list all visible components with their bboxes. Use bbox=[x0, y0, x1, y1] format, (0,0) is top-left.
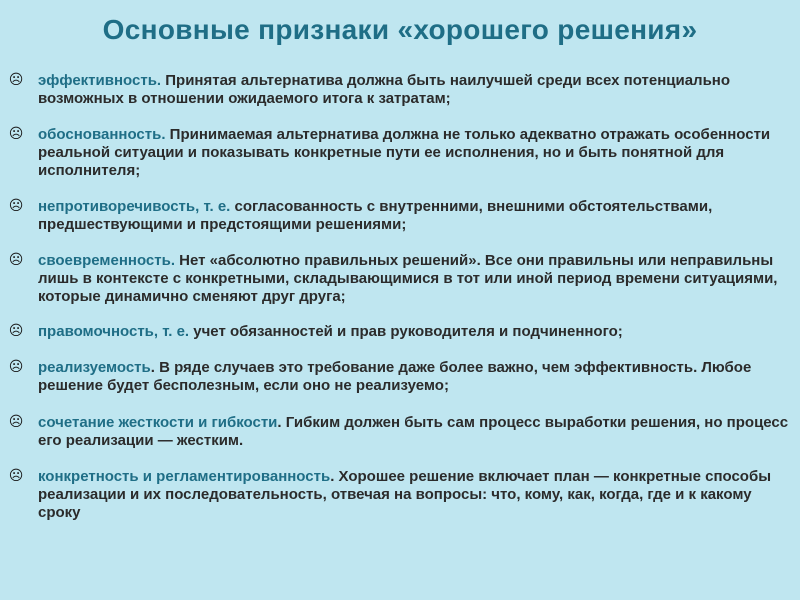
item-term: непротиворечивость, т. е. bbox=[38, 198, 231, 215]
sad-face-icon: ☹ bbox=[8, 198, 24, 214]
item-text: Принимаемая альтернатива должна не только адекватно отражать особенности реальной ситуации и показывать конкретные пути ее исполнения, но и быть понятной для исполнителя; bbox=[38, 126, 771, 179]
criteria-list bbox=[8, 72, 792, 540]
slide-title: Основные признаки «хорошего решения» bbox=[102, 14, 698, 45]
list-item bbox=[8, 414, 792, 450]
item-term: эффективность. bbox=[38, 72, 162, 89]
list-item bbox=[8, 359, 792, 395]
item-term: обоснованность. bbox=[38, 126, 166, 143]
item-text: . Хорошее решение включает план — конкретные способы реализации и их последовательность, отвечая на вопросы: что, кому, как, когда, где и к какому сроку bbox=[38, 468, 772, 521]
item-term: реализуемость bbox=[38, 359, 151, 376]
list-item bbox=[8, 252, 792, 306]
item-term: конкретность и регламентированность bbox=[38, 468, 331, 485]
sad-face-icon: ☹ bbox=[8, 468, 24, 484]
item-term: своевременность. bbox=[38, 252, 175, 269]
sad-face-icon: ☹ bbox=[8, 359, 24, 375]
item-term: правомочность, т. е. bbox=[38, 323, 190, 340]
item-text: Принятая альтернатива должна быть наилучшей среди всех потенциально возможных в отношении ожидаемого итога к затратам; bbox=[38, 72, 731, 107]
item-text: . Гибким должен быть сам процесс выработки решения, но процесс его реализации — жестким. bbox=[38, 414, 789, 449]
sad-face-icon: ☹ bbox=[8, 126, 24, 142]
sad-face-icon: ☹ bbox=[8, 252, 24, 268]
item-text: . В ряде случаев это требование даже более важно, чем эффективность. Любое решение будет бесполезным, если оно не реализуемо; bbox=[38, 359, 752, 394]
item-text: согласованность с внутренними, внешними обстоятельствами, предшествующими и предстоящими решениями; bbox=[38, 198, 713, 233]
sad-face-icon: ☹ bbox=[8, 72, 24, 88]
sad-face-icon: ☹ bbox=[8, 323, 24, 339]
item-term: сочетание жесткости и гибкости bbox=[38, 414, 278, 431]
item-text: учет обязанностей и прав руководителя и подчиненного; bbox=[189, 323, 623, 340]
sad-face-icon: ☹ bbox=[8, 414, 24, 430]
item-text: Нет «абсолютно правильных решений». Все они правильны или неправильны лишь в контексте с конкретными, складывающимися в тот или иной период времени ситуациями, которые динамично сменяют друг друга; bbox=[38, 252, 778, 305]
list-item bbox=[8, 126, 792, 180]
list-item bbox=[8, 468, 792, 522]
list-item bbox=[8, 72, 792, 108]
list-item bbox=[8, 198, 792, 234]
list-item bbox=[8, 323, 792, 341]
